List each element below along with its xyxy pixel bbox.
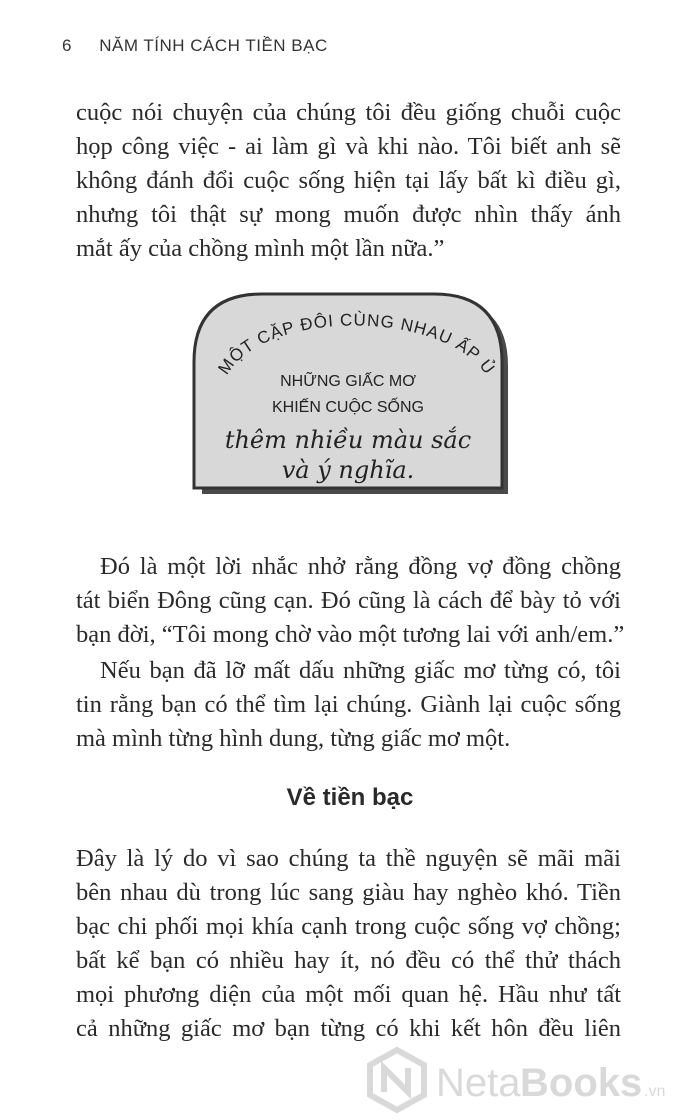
- running-header: [62, 36, 328, 56]
- paragraph-2: [76, 550, 625, 652]
- text-line: Nếu bạn đã lỡ mất dấu những giấc mơ từng có, tôi: [100, 657, 621, 684]
- text-line: nhưng tôi thật sự mong muốn được nhìn thấy ánh: [76, 201, 621, 228]
- netabooks-watermark: [362, 1044, 692, 1114]
- text-line: Đó là một lời nhắc nhở rằng đồng vợ đồng chồng: [100, 553, 621, 580]
- text-line: bạn đời, “Tôi mong chờ vào một tương lai với anh/em.”: [76, 621, 625, 648]
- text-line: mà mình từng hình dung, từng giấc mơ một.: [76, 725, 511, 752]
- text-line: mọi phương diện của một mối quan hệ. Hầu như tất: [76, 981, 621, 1008]
- text-line: bên nhau dù trong lúc sang giàu hay nghèo khó. Tiền: [76, 879, 621, 906]
- quote-card-graphic: [188, 288, 518, 508]
- quote-line-1: NHỮNG GIẤC MƠ: [280, 373, 416, 390]
- text-line: mắt ấy của chồng mình một lần nữa.”: [76, 235, 445, 262]
- page-number: 6: [62, 36, 72, 55]
- paragraph-1: [76, 96, 621, 266]
- text-line: tát biển Đông cũng cạn. Đó cũng là cách để bày tỏ với: [76, 587, 621, 614]
- quote-card: [188, 288, 518, 508]
- section-heading: Về tiền bạc: [286, 784, 414, 811]
- watermark-brand-b: Books: [520, 1061, 643, 1105]
- text-line: Đây là lý do vì sao chúng ta thề nguyện sẽ mãi mãi: [76, 845, 621, 872]
- text-line: bạc chi phối mọi khía cạnh trong cuộc sống vợ chồng;: [76, 913, 621, 940]
- watermark-suffix: .vn: [644, 1083, 666, 1100]
- text-line: họp công việc - ai làm gì và khi nào. Tôi biết anh sẽ: [76, 133, 621, 160]
- quote-arc-text: MỘT CẶP ĐÔI CÙNG NHAU ẤP Ủ: [214, 310, 499, 379]
- text-line: cuộc nói chuyện của chúng tôi đều giống chuỗi cuộc: [76, 99, 621, 126]
- quote-script-1: thêm nhiều màu sắc: [224, 426, 472, 454]
- running-title: NĂM TÍNH CÁCH TIỀN BẠC: [99, 36, 328, 55]
- quote-line-2: KHIẾN CUỘC SỐNG: [271, 399, 425, 416]
- paragraph-4: [76, 842, 621, 1046]
- logo-hexagon-icon: [370, 1050, 424, 1110]
- text-line: bất kể bạn có nhiều hay ít, nó đều có thể thử thách: [76, 947, 621, 974]
- paragraph-3: [76, 654, 621, 756]
- watermark-brand-a: Neta: [436, 1061, 521, 1105]
- netabooks-logo: [362, 1044, 692, 1114]
- text-line: không đánh đổi cuộc sống hiện tại lấy bất kì điều gì,: [76, 167, 621, 194]
- text-line: cả những giấc mơ bạn từng có khi kết hôn đều liên: [76, 1015, 621, 1042]
- quote-script-2: và ý nghĩa.: [281, 456, 415, 484]
- text-line: tin rằng bạn có thể tìm lại chúng. Giành lại cuộc sống: [76, 691, 621, 718]
